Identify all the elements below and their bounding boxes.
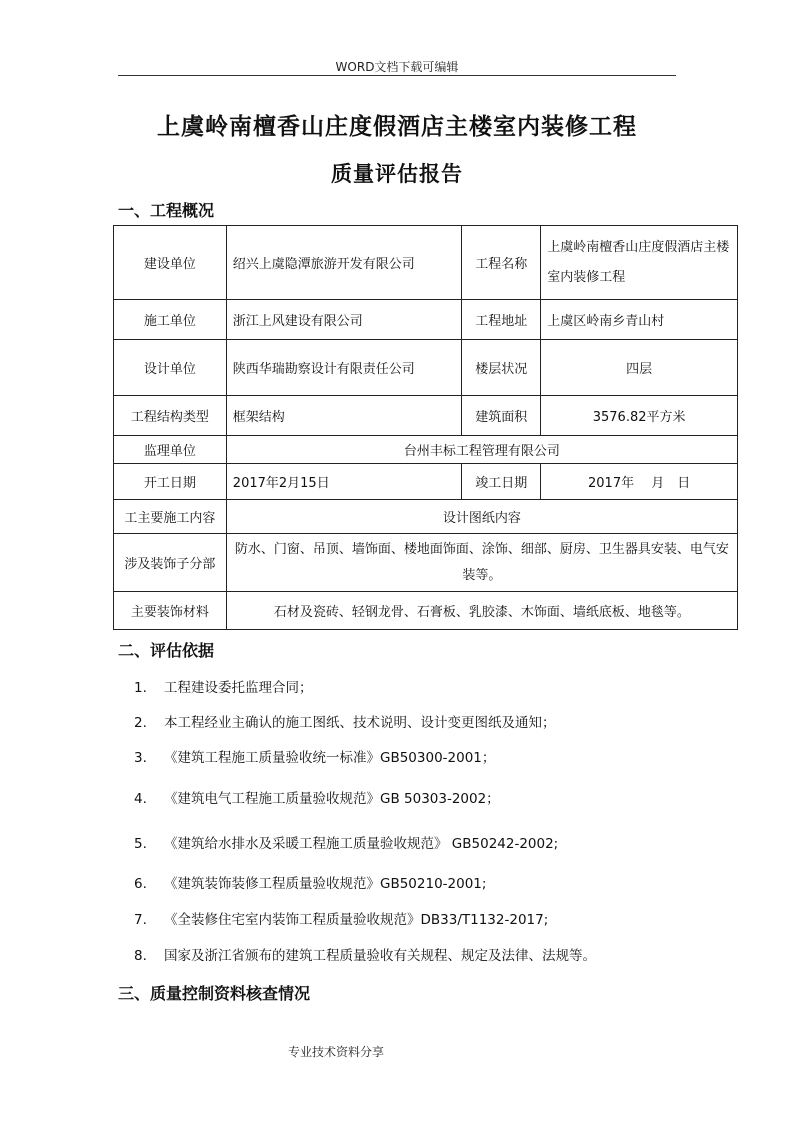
- list-item: [134, 711, 556, 731]
- table-row: [114, 500, 738, 534]
- table-label: 竣工日期: [462, 464, 541, 500]
- table-label: 工程名称: [462, 226, 541, 300]
- table-value: 绍兴上虞隐潭旅游开发有限公司: [226, 226, 462, 300]
- table-row: [114, 396, 738, 436]
- list-number: 7.: [134, 912, 147, 928]
- table-value: 台州丰标工程管理有限公司: [226, 436, 737, 464]
- table-label: 施工单位: [114, 300, 227, 340]
- list-number: 1.: [134, 680, 147, 696]
- table-value: 上虞区岭南乡青山村: [541, 300, 738, 340]
- table-label: 监理单位: [114, 436, 227, 464]
- table-row: [114, 340, 738, 396]
- table-label: 开工日期: [114, 464, 227, 500]
- list-item: [134, 872, 486, 892]
- table-value: 框架结构: [226, 396, 462, 436]
- list-number: 6.: [134, 876, 147, 892]
- table-value: 设计图纸内容: [226, 500, 737, 534]
- header-note: WORD文档下载可编辑: [335, 60, 459, 74]
- project-overview-table: [113, 225, 738, 630]
- table-value: 2017年 月 日: [541, 464, 738, 500]
- list-item: [134, 908, 548, 928]
- list-number: 2.: [134, 715, 147, 731]
- table-label: 主要装饰材料: [114, 592, 227, 630]
- list-number: 8.: [134, 948, 147, 964]
- table-row: [114, 300, 738, 340]
- table-label: 工主要施工内容: [114, 500, 227, 534]
- table-value: 石材及瓷砖、轻钢龙骨、石膏板、乳胶漆、木饰面、墙纸底板、地毯等。: [226, 592, 737, 630]
- table-value: 陕西华瑞勘察设计有限责任公司: [226, 340, 462, 396]
- list-item: [134, 746, 495, 766]
- footer-note: 专业技术资料分享: [288, 1045, 385, 1059]
- list-number: 4.: [134, 791, 147, 807]
- list-text: 《建筑给水排水及采暖工程施工质量验收规范》 GB50242-2002;: [164, 836, 559, 852]
- table-row: [114, 534, 738, 592]
- table-value: 防水、门窗、吊顶、墙饰面、楼地面饰面、涂饰、细部、厨房、卫生器具安装、电气安装等。: [226, 534, 737, 592]
- list-item: [134, 676, 313, 696]
- table-value: 3576.82平方米: [541, 396, 738, 436]
- list-text: 《全装修住宅室内装饰工程质量验收规范》DB33/T1132-2017;: [164, 912, 549, 928]
- section-heading-overview: 一、工程概况: [118, 201, 215, 220]
- header-divider: [118, 75, 676, 76]
- table-value: 2017年2月15日: [226, 464, 462, 500]
- list-text: 工程建设委托监理合同；: [164, 680, 313, 696]
- list-text: 国家及浙江省颁布的建筑工程质量验收有关规程、规定及法律、法规等。: [164, 948, 596, 964]
- table-label: 工程结构类型: [114, 396, 227, 436]
- list-number: 3.: [134, 750, 147, 766]
- document-subtitle: 质量评估报告: [331, 161, 463, 186]
- table-value: 浙江上风建设有限公司: [226, 300, 462, 340]
- section-heading-basis: 二、评估依据: [118, 641, 215, 660]
- table-value: 四层: [541, 340, 738, 396]
- table-row: [114, 592, 738, 630]
- list-text: 《建筑装饰装修工程质量验收规范》GB50210-2001;: [164, 876, 487, 892]
- table-label: 建设单位: [114, 226, 227, 300]
- list-item: [134, 787, 500, 807]
- table-label: 楼层状况: [462, 340, 541, 396]
- list-item: [134, 832, 558, 852]
- list-text: 《建筑工程施工质量验收统一标准》GB50300-2001；: [164, 750, 496, 766]
- table-row: [114, 226, 738, 300]
- list-item: [134, 944, 596, 964]
- list-text: 本工程经业主确认的施工图纸、技术说明、设计变更图纸及通知；: [164, 715, 556, 731]
- table-value: 上虞岭南檀香山庄度假酒店主楼室内装修工程: [541, 226, 738, 300]
- table-label: 建筑面积: [462, 396, 541, 436]
- document-title: 上虞岭南檀香山庄度假酒店主楼室内装修工程: [157, 113, 637, 140]
- section-heading-quality: 三、质量控制资料核查情况: [118, 984, 311, 1003]
- table-row: [114, 436, 738, 464]
- list-text: 《建筑电气工程施工质量验收规范》GB 50303-2002；: [164, 791, 500, 807]
- table-label: 设计单位: [114, 340, 227, 396]
- table-label: 工程地址: [462, 300, 541, 340]
- list-number: 5.: [134, 836, 147, 852]
- table-label: 涉及装饰子分部: [114, 534, 227, 592]
- table-row: [114, 464, 738, 500]
